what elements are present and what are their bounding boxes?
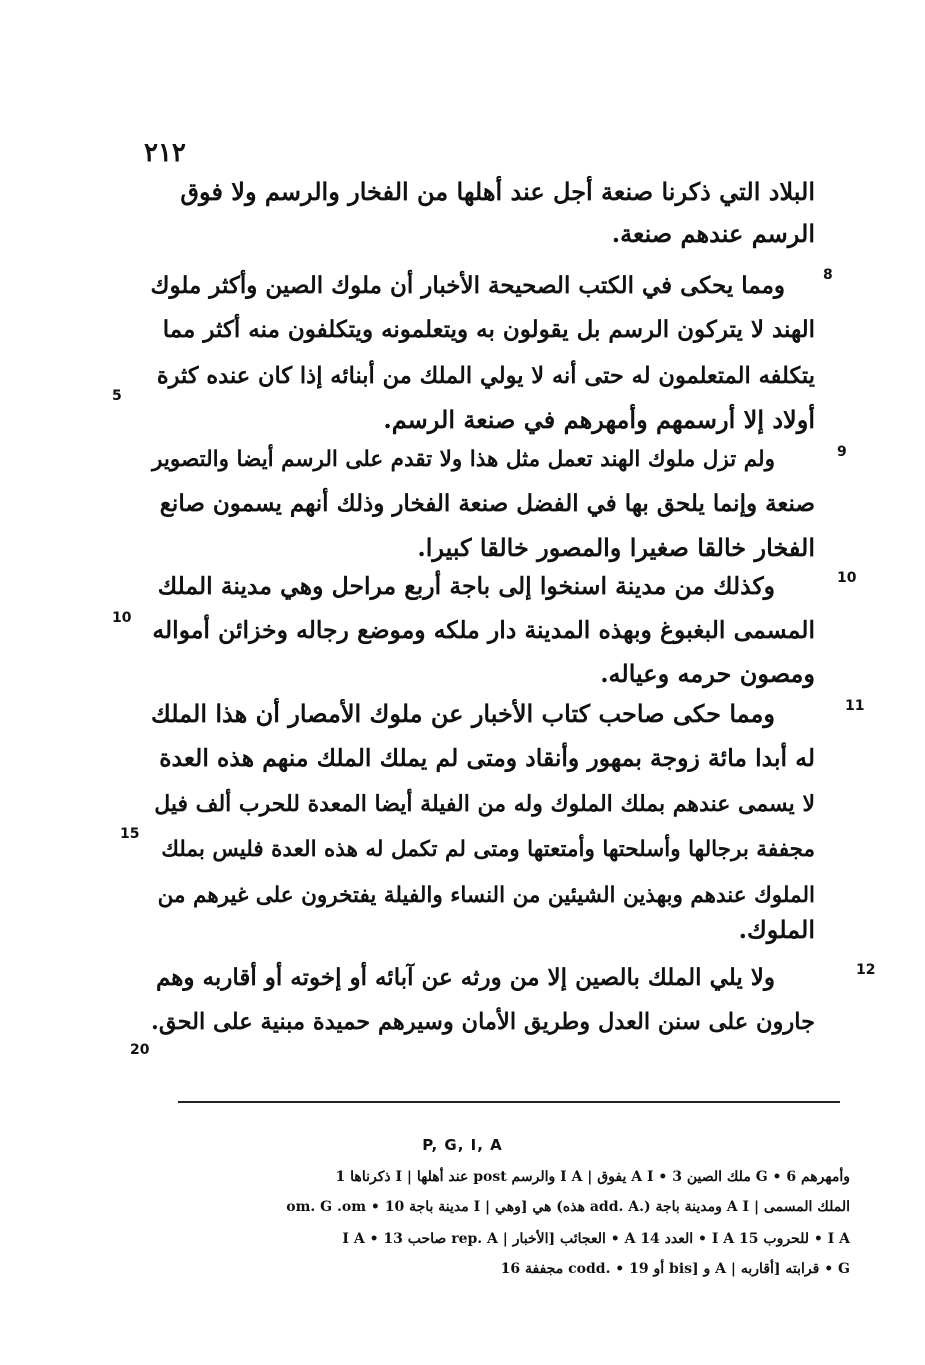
paragraph-number: 10	[837, 570, 857, 586]
text-line: صنعة وإنما يلحق بها في الفضل صنعة الفخار وذلك أنهم يسمون صانع	[159, 490, 815, 517]
text-line: الملوك عندهم وبهذين الشيئين من النساء والفيلة يفتخرون على غيرهم من	[157, 883, 815, 908]
text-line: مجففة برجالها وأسلحتها وأمتعتها ومتى لم تكمل له هذه العدة فليس بملك	[161, 837, 815, 862]
text-line: ومما حكى صاحب كتاب الأخبار عن ملوك الأمصار أن هذا الملك	[150, 699, 775, 728]
paragraph-number: 11	[845, 698, 865, 714]
line-number: 5	[112, 388, 122, 404]
text-line: وكذلك من مدينة اسنخوا إلى باجة أربع مراحل وهي مدينة الملك	[157, 572, 775, 600]
text-line: أولاد إلا أرسمهم وأمهرهم في صنعة الرسم.	[383, 405, 815, 434]
text-line: الهند لا يتركون الرسم بل يقولون به ويتعلمونه ويتكلفون منه أكثر مما	[162, 316, 815, 343]
footnote-divider	[178, 1101, 840, 1103]
text-line: الفخار خالقا صغيرا والمصور خالقا كبيرا.	[417, 533, 815, 562]
text-line: ومما يحكى في الكتب الصحيحة الأخبار أن ملوك الصين وأكثر ملوك	[150, 272, 785, 299]
text-line: ومصون حرمه وعياله.	[600, 659, 815, 688]
text-line: البلاد التي ذكرنا صنعة أجل عند أهلها من الفخار والرسم ولا فوق	[180, 177, 815, 206]
text-line: الرسم عندهم صنعة.	[611, 219, 815, 248]
text-line: لا يسمى عندهم بملك الملوك وله من الفيلة أيضا المعدة للحرب ألف فيل	[154, 791, 815, 817]
paragraph-number: 8	[823, 267, 833, 283]
paragraph-number: 12	[856, 962, 876, 978]
footnote-line: وأمهرهم G • 6 ملك الصين A I • 3 يفوق | I A والرسم post عند أهلها | I ذكرناها 1	[335, 1169, 850, 1185]
footnote-line: الملك المسمى | A I ومدينة باجة (.add. A هذه) هي [وهي | I مدينة باجة 10 • om. G .om	[286, 1199, 850, 1215]
text-line: ولا يلي الملك بالصين إلا من ورثه عن آبائه أو إخوته أو أقاربه وهم	[155, 964, 775, 991]
text-line: جارون على سنن العدل وطريق الأمان وسيرهم حميدة مبنية على الحق.	[150, 1009, 815, 1035]
page-number: ٢١٢	[144, 138, 186, 168]
footnote-line: I A • للحروب 15 I A • العدد 14 A • العجائب [الأخبار | rep. A صاحب 13 • I A	[342, 1231, 850, 1247]
text-line: ولم تزل ملوك الهند تعمل مثل هذا ولا تقدم على الرسم أيضا والتصوير	[152, 447, 775, 472]
paragraph-number: 9	[837, 444, 847, 460]
text-line: المسمى البغبوغ وبهذه المدينة دار ملكه وموضع رجاله وخزائن أمواله	[152, 616, 815, 644]
line-number: 15	[120, 826, 140, 842]
manuscript-sigla: P, G, I, A	[422, 1136, 503, 1154]
text-line: يتكلفه المتعلمون له حتى أنه لا يولي الملك من أبنائه إذا كان عنده كثرة	[156, 363, 815, 389]
text-line: له أبدا مائة زوجة بمهور وأنقاد ومتى لم يملك الملك منهم هذه العدة	[159, 744, 815, 772]
line-number: 10	[112, 610, 132, 626]
footnote-line: G • قرابته [أقاربه | A و [bis أو 19 • .codd مجففة 16	[500, 1261, 850, 1277]
text-line: الملوك.	[738, 915, 815, 944]
line-number: 20	[130, 1042, 150, 1058]
